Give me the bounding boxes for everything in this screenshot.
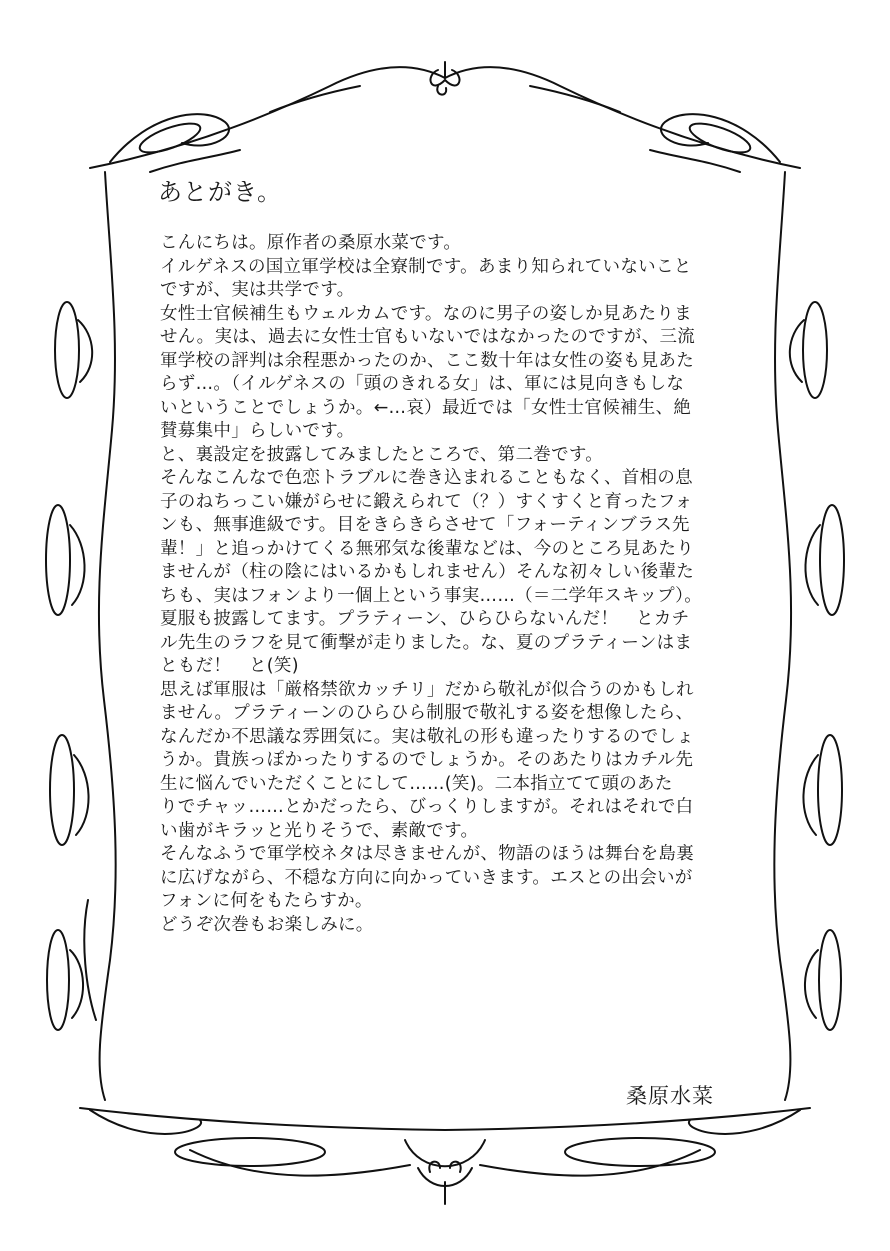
text-line: いということでしょうか。←…哀）最近では「女性士官候補生、絶 — [160, 397, 692, 418]
text-line: どうぞ次巻もお楽しみに。 — [160, 914, 374, 935]
text-line: ンも、無事進級です。目をきらきらさせて「フォーティンブラス先 — [160, 515, 690, 535]
text-line: 輩！」と追っかけてくる無邪気な後輩などは、今のところ見あたり — [160, 538, 694, 559]
text-line: ちも、実はフォンより一個上という事実……（＝二学年スキップ）。 — [160, 585, 702, 606]
text-line: なんだか不思議な雰囲気に。実は敬礼の形も違ったりするのでしょ — [160, 726, 694, 747]
text-line: 女性士官候補生もウェルカムです。なのに男子の姿しか見あたりま — [160, 303, 692, 324]
text-line: 軍学校の評判は余程悪かったのか、ここ数十年は女性の姿も見あた — [160, 350, 694, 371]
text-line: と、裏設定を披露してみましたところで、第二巻です。 — [160, 444, 604, 465]
text-line: うか。貴族っぽかったりするのでしょうか。そのあたりはカチル先 — [160, 750, 694, 770]
text-line: 思えば軍服は「厳格禁欲カッチリ」だから敬礼が似合うのかもしれ — [160, 679, 694, 700]
text-line: 子のねちっこい嫌がらせに鍛えられて（？）すくすくと育ったフォ — [160, 491, 693, 512]
text-line: ですが、実は共学です。 — [160, 280, 355, 300]
text-line: イルゲネスの国立軍学校は全寮制です。あまり知られていないこと — [160, 256, 692, 277]
text-line: 生に悩んでいただくことにして……(笑)。二本指立てて頭のあた — [160, 773, 673, 794]
text-line: そんなこんなで色恋トラブルに巻き込まれることもなく、首相の息 — [160, 468, 693, 488]
text-line: ませんが（柱の陰にはいるかもしれません）そんな初々しい後輩た — [160, 562, 694, 582]
text-line: らず…。（イルゲネスの「頭のきれる女」は、軍には見向きもしな — [160, 374, 685, 394]
text-line: りでチャッ……とかだったら、びっくりしますが。それはそれで白 — [160, 797, 694, 817]
text-line: い歯がキラッと光りそうで、素敵です。 — [160, 820, 479, 841]
afterword-body — [160, 232, 740, 937]
text-line: フォンに何をもたらすか。 — [160, 891, 373, 911]
text-line: せん。実は、過去に女性士官もいないではなかったのですが、三流 — [160, 327, 696, 347]
page-title: あとがき。 — [158, 178, 283, 206]
text-line: ル先生のラフを見て衝撃が走りました。な、夏のプラティーンはま — [160, 632, 693, 653]
text-line: ともだ！ と(笑) — [160, 656, 299, 676]
text-line: に広げながら、不穏な方向に向かっていきます。エスとの出会いが — [160, 867, 693, 888]
author-signature: 桑原水菜 — [626, 1084, 714, 1108]
text-line: 夏服も披露してます。プラティーン、ひらひらないんだ！ とカチ — [160, 609, 690, 629]
text-line: ません。プラティーンのひらひら制服で敬礼する姿を想像したら、 — [160, 703, 694, 723]
text-line: 賛募集中」らしいです。 — [160, 421, 355, 441]
text-line: こんにちは。原作者の桑原水菜です。 — [160, 233, 462, 253]
text-line: そんなふうで軍学校ネタは尽きませんが、物語のほうは舞台を島裏 — [160, 844, 694, 864]
